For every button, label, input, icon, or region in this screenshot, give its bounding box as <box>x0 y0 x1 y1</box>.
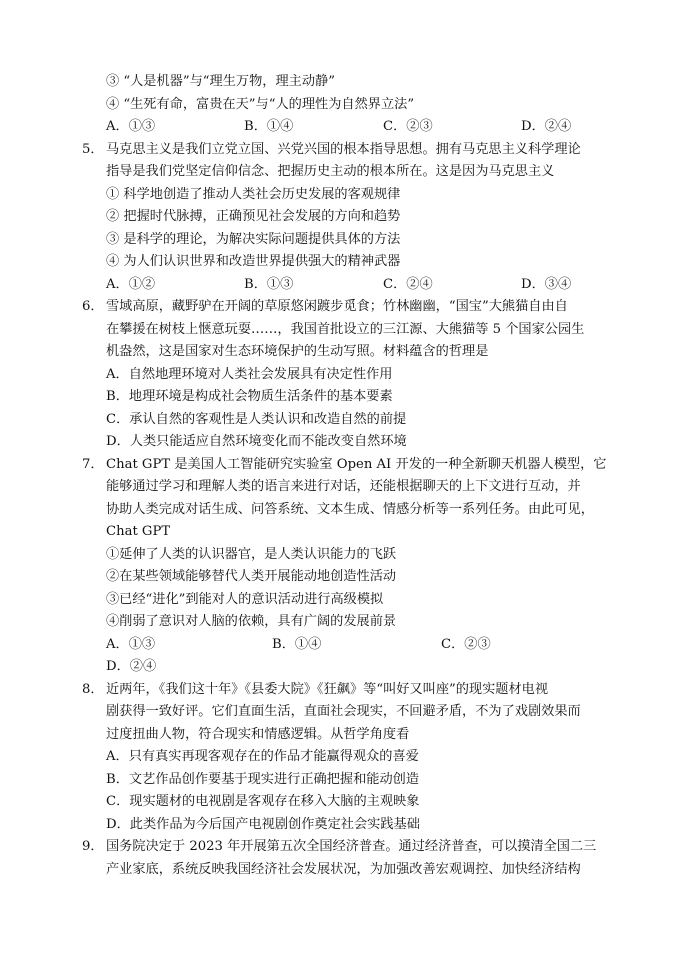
q6-option-b[interactable]: B．地理环境是构成社会物质生活条件的基本要素 <box>106 389 393 404</box>
q5-option-b[interactable]: B．①③ <box>244 276 294 292</box>
q4-statement-3: ③ “人是机器”与“理生万物，理主动静” <box>106 74 335 89</box>
q6-stem-line-2: 在攀援在树枝上惬意玩耍……，我国首批设立的三江源、大熊猫等 5 个国家公园生 <box>106 321 585 337</box>
q5-stem-line-2: 指导是我们党坚定信仰信念、把握历史主动的根本所在。这是因为马克思主义 <box>106 164 555 179</box>
q6-option-a[interactable]: A．自然地理环境对人类社会发展具有决定性作用 <box>106 366 393 382</box>
q5-option-a[interactable]: A．①② <box>106 276 156 292</box>
q7-stem-line-4: Chat GPT <box>106 524 171 539</box>
q4-option-a[interactable]: A．①③ <box>106 119 156 134</box>
q8-option-a[interactable]: A．只有真实再现客观存在的作品才能赢得观众的喜爱 <box>106 749 419 764</box>
q4-option-c[interactable]: C．②③ <box>383 119 433 134</box>
q7-option-d[interactable]: D．②④ <box>106 659 157 674</box>
q6-number: 6． <box>82 299 104 314</box>
q7-stem-text-1: Chat GPT 是美国人工智能研究实验室 Open AI 开发的一种全新聊天机器人模型，它 <box>106 456 607 472</box>
q8-stem-line-1 <box>0 679 688 702</box>
q4-option-b[interactable]: B．①④ <box>244 119 294 134</box>
q9-stem-line-1 <box>0 836 688 859</box>
q6-option-d[interactable]: D．人类只能适应自然环境变化而不能改变自然环境 <box>106 434 407 449</box>
q5-stem-line-1 <box>0 139 688 162</box>
q8-option-d[interactable]: D．此类作品为今后国产电视剧创作奠定社会实践基础 <box>106 816 420 832</box>
q4-options <box>0 116 688 139</box>
q4-option-d[interactable]: D．②④ <box>521 119 572 134</box>
q7-stem-line-3: 协助人类完成对话生成、问答系统、文本生成、情感分析等一系列任务。由此可见， <box>106 501 594 517</box>
q7-stem-line-2: 能够通过学习和理解人类的语言来进行对话，还能根据聊天的上下文进行互动，并 <box>106 479 581 494</box>
q5-stem-text-1: 马克思主义是我们立党立国、兴党兴国的根本指导思想。拥有马克思主义科学理论 <box>106 141 581 157</box>
q7-statement-2: ②在某些领域能够替代人类开展能动地创造性活动 <box>106 569 397 584</box>
q6-stem-line-1 <box>0 296 688 319</box>
q5-statement-1: ① 科学地创造了推动人类社会历史发展的客观规律 <box>106 186 401 202</box>
q8-option-c[interactable]: C．现实题材的电视剧是客观存在移入大脑的主观映象 <box>106 794 420 809</box>
q8-stem-line-2: 剧获得一致好评。它们直面生活，直面社会现实，不回避矛盾，不为了戏剧效果而 <box>106 704 581 719</box>
q9-stem-text-1: 国务院决定于 2023 年开展第五次全国经济普查。通过经济普查，可以摸清全国二三 <box>106 839 597 854</box>
q5-option-d[interactable]: D．③④ <box>521 276 572 292</box>
q7-statement-1: ①延伸了人类的认识器官，是人类认识能力的飞跃 <box>106 546 397 562</box>
q5-option-c[interactable]: C．②④ <box>383 276 433 292</box>
q8-stem-text-1: 近两年，《我们这十年》《县委大院》《狂飙》等“叫好又叫座”的现实题材电视 <box>106 681 549 697</box>
q4-statement-4: ④ “生死有命，富贵在天”与“人的理性为自然界立法” <box>106 96 415 112</box>
q7-option-a[interactable]: A．①③ <box>106 636 156 652</box>
q8-option-b[interactable]: B．文艺作品创作要基于现实进行正确把握和能动创造 <box>106 771 420 787</box>
q9-stem-line-2: 产业家底，系统反映我国经济社会发展状况，为加强改善宏观调控、加快经济结构 <box>106 861 581 877</box>
q5-statement-2: ② 把握时代脉搏，正确预见社会发展的方向和趋势 <box>106 209 401 224</box>
q6-stem-text-1: 雪域高原，藏野驴在开阔的草原悠闲踱步觅食；竹林幽幽，“国宝”大熊猫自由自 <box>106 299 568 314</box>
q7-option-b[interactable]: B．①④ <box>272 636 322 652</box>
q7-stem-line-1 <box>0 454 688 477</box>
q7-statement-3: ③已经“进化”到能对人的意识活动进行高级模拟 <box>106 591 384 607</box>
q9-number: 9． <box>82 839 104 854</box>
q7-options <box>0 634 688 657</box>
q7-number: 7． <box>82 456 104 472</box>
q7-option-c[interactable]: C．②③ <box>441 636 491 652</box>
q7-statement-4: ④削弱了意识对人脑的依赖，具有广阔的发展前景 <box>106 614 397 629</box>
q5-options <box>0 274 688 297</box>
q8-stem-line-3: 过度扭曲人物，符合现实和情感逻辑。从哲学角度看 <box>106 726 410 742</box>
q5-statement-3: ③ 是科学的理论，为解决实际问题提供具体的方法 <box>106 231 401 247</box>
q5-statement-4: ④ 为人们认识世界和改造世界提供强大的精神武器 <box>106 254 401 269</box>
q6-stem-line-3: 机盎然，这是国家对生态环境保护的生动写照。材料蕴含的哲理是 <box>106 344 489 359</box>
q8-number: 8． <box>82 681 104 697</box>
q6-option-c[interactable]: C．承认自然的客观性是人类认识和改造自然的前提 <box>106 411 407 427</box>
q5-number: 5． <box>82 141 104 157</box>
